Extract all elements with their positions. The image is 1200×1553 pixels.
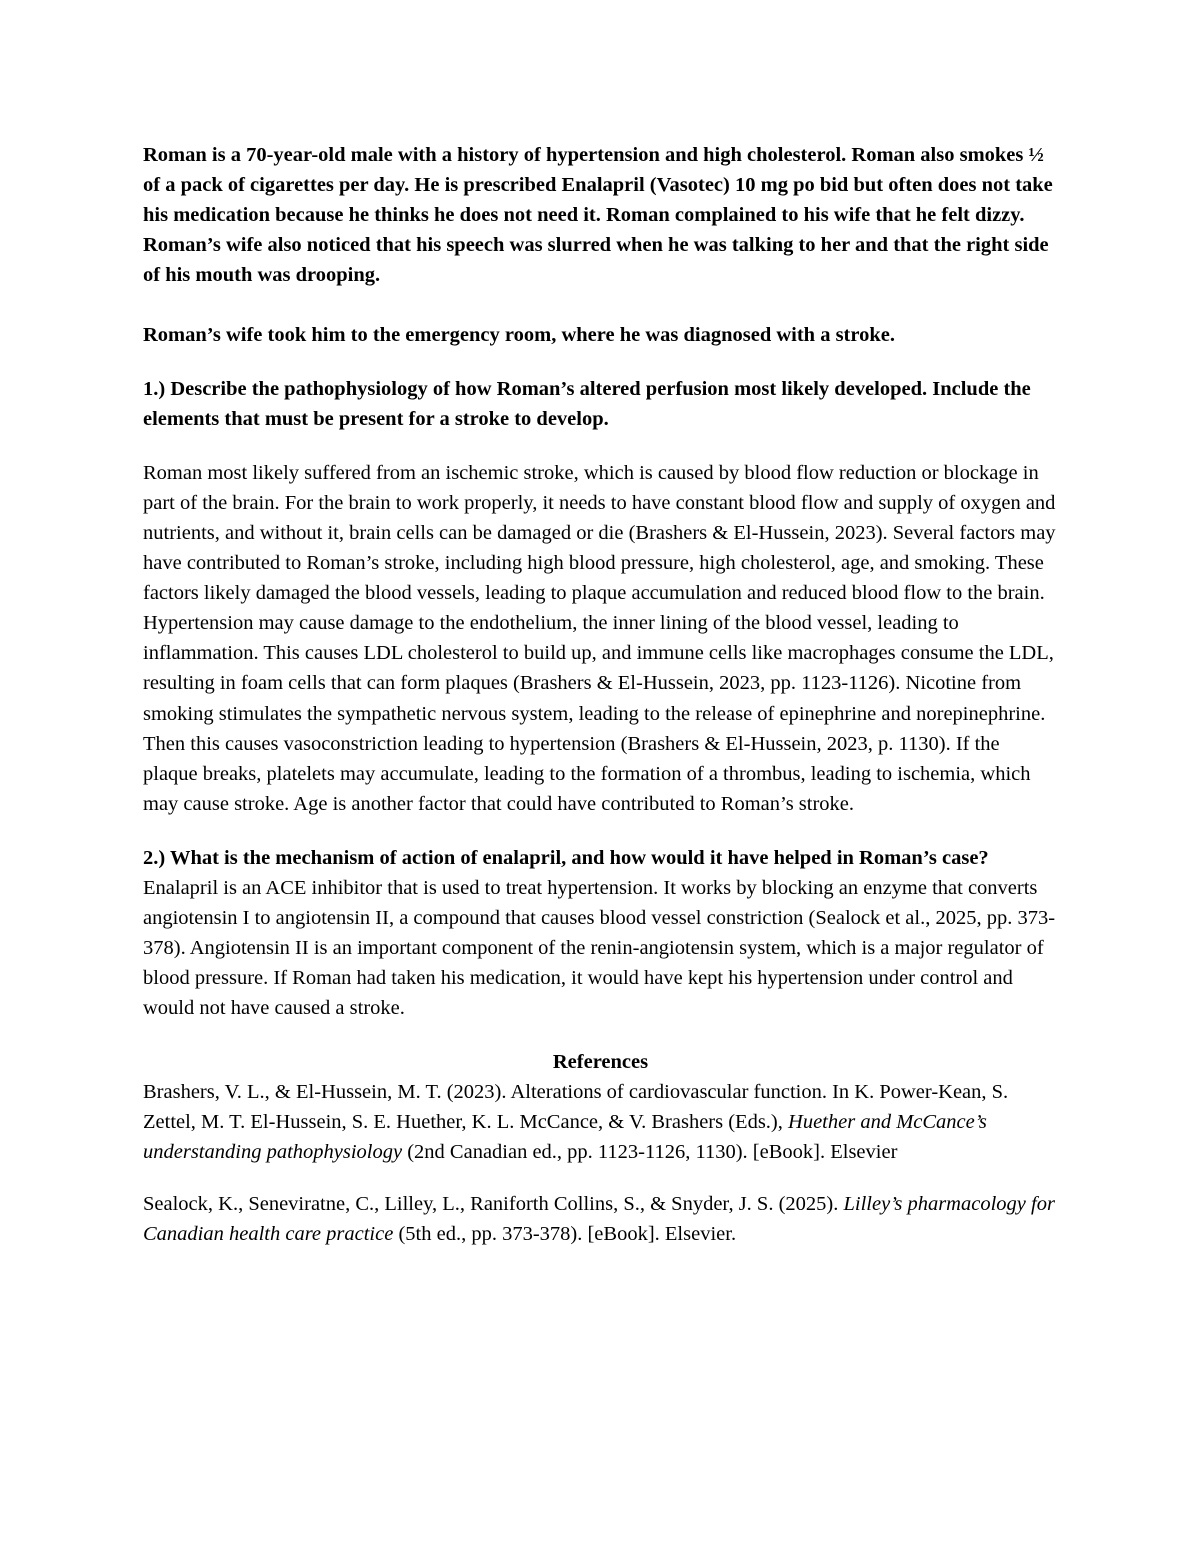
paragraph-spacer bbox=[143, 290, 1058, 320]
paragraph-spacer bbox=[143, 434, 1058, 458]
paragraph-spacer bbox=[143, 350, 1058, 374]
references-heading: References bbox=[552, 1050, 649, 1073]
paragraph-spacer bbox=[143, 1167, 1058, 1189]
answer-one-paragraph: Roman most likely suffered from an ischemic stroke, which is caused by blood flow reduction or blockage in part of the brain. For the brain to work properly, it needs to have constant blood flow and supply of oxygen and nutrients, and without it, brain cells can be damaged or die (Brashers & El-Hussein, 2023). Several factors may have contributed to Roman’s stroke, including high blood pressure, high cholesterol, age, and smoking. These factors likely damaged the blood vessels, leading to plaque accumulation and reduced blood flow to the brain. Hypertension may cause damage to the endothelium, the inner lining of the blood vessel, leading to inflammation. This causes LDL cholesterol to build up, and immune cells like macrophages consume the LDL, resulting in foam cells that can form plaques (Brashers & El-Hussein, 2023, pp. 1123-1126). Nicotine from smoking stimulates the sympathetic nervous system, leading to the release of epinephrine and norepinephrine. Then this causes vasoconstriction leading to hypertension (Brashers & El-Hussein, 2023, p. 1130). If the plaque breaks, platelets may accumulate, leading to the formation of a thrombus, leading to ischemia, which may cause stroke. Age is another factor that could have contributed to Roman’s stroke. bbox=[143, 462, 1056, 815]
reference-text-start: Brashers, V. L., & El-Hussein, M. T. (2023). Alterations of cardiovascular function. In K. Power-Kean, S. Zettel, M. T. El-Hussein, S. E. Huether, K. L. McCance, & V. Brashers (Eds.), bbox=[143, 1080, 1009, 1133]
answer-two-paragraph: Enalapril is an ACE inhibitor that is used to treat hypertension. It works by blocking an enzyme that converts angiotensin I to angiotensin II, a compound that causes blood vessel constriction (Sealock et al., 2025, pp. 373-378). Angiotensin II is an important component of the renin-angiotensin system, which is a major regulator of blood pressure. If Roman had taken his medication, it would have kept his hypertension under control and would not have caused a stroke. bbox=[143, 876, 1056, 1019]
case-second-paragraph: Roman’s wife took him to the emergency room, where he was diagnosed with a stroke. bbox=[143, 324, 895, 347]
reference-text-end: (5th ed., pp. 373-378). [eBook]. Elsevier. bbox=[393, 1222, 737, 1245]
reference-text-end: (2nd Canadian ed., pp. 1123-1126, 1130). [eBook]. Elsevier bbox=[402, 1140, 898, 1163]
document-body bbox=[143, 140, 1058, 1249]
reference-entry bbox=[143, 1077, 1058, 1167]
reference-entry bbox=[143, 1189, 1058, 1249]
paragraph-spacer bbox=[143, 819, 1058, 843]
reference-italic-title: Huether and McCance’s understanding pathophysiology bbox=[143, 1110, 987, 1163]
case-intro-paragraph: Roman is a 70-year-old male with a history of hypertension and high cholesterol. Roman also smokes ½ of a pack of cigarettes per day. He is prescribed Enalapril (Vasotec) 10 mg po bid but often does not take his medication because he thinks he does not need it. Roman complained to his wife that he felt dizzy. Roman’s wife also noticed that his speech was slurred when he was talking to her and that the right side of his mouth was drooping. bbox=[143, 144, 1053, 287]
question-two-heading: 2.) What is the mechanism of action of enalapril, and how would it have helped in Roman’s case? bbox=[143, 846, 989, 869]
reference-text-start: Sealock, K., Seneviratne, C., Lilley, L., Raniforth Collins, S., & Snyder, J. S. (2025). bbox=[143, 1192, 844, 1215]
question-one-heading: 1.) Describe the pathophysiology of how Roman’s altered perfusion most likely developed. Include the elements that must be present for a stroke to develop. bbox=[143, 378, 1031, 431]
reference-italic-title: Lilley’s pharmacology for Canadian health care practice bbox=[143, 1192, 1055, 1245]
paragraph-spacer bbox=[143, 1023, 1058, 1047]
